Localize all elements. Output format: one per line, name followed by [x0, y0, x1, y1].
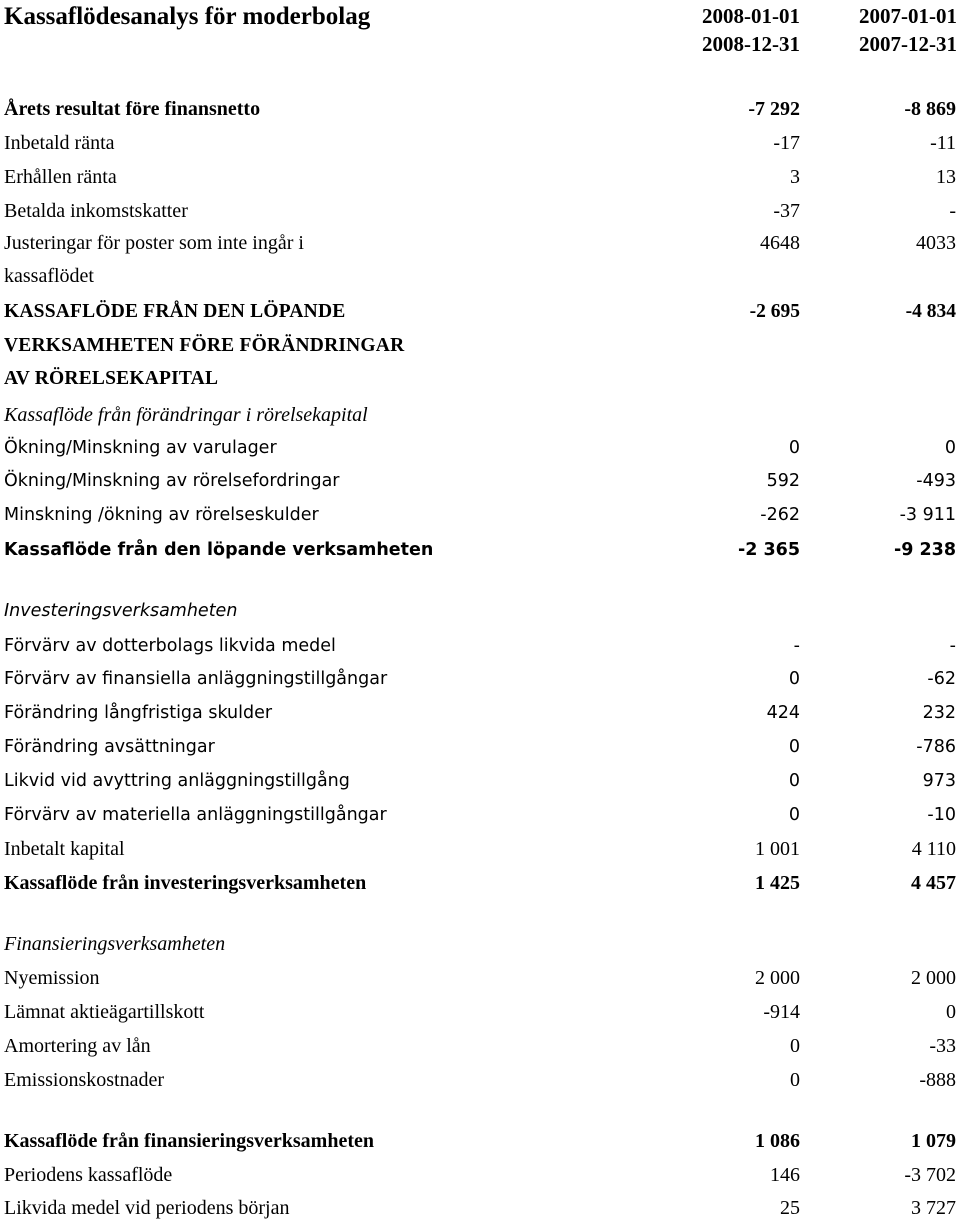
period-2008-header — [630, 2, 800, 58]
row-value-2008: -914 — [763, 1001, 800, 1023]
row-issue-costs — [0, 1065, 960, 1095]
row-inventory-change — [0, 433, 960, 463]
row-value-2008: 3 — [790, 166, 800, 188]
row-label: Periodens kassaflöde — [4, 1164, 173, 1186]
row-new-share-issue — [0, 963, 960, 993]
row-value-2007: -3 702 — [904, 1164, 956, 1186]
row-value-2008: 0 — [788, 669, 800, 689]
row-result-before-financial-net — [0, 94, 960, 124]
row-value-2008: 0 — [790, 1069, 800, 1091]
row-label: Nyemission — [4, 967, 100, 989]
row-receivables-change — [0, 466, 960, 496]
row-label: Kassaflöde från finansieringsverksamheten — [4, 1130, 374, 1152]
row-value-2008: 0 — [788, 737, 800, 757]
row-label: Lämnat aktieägartillskott — [4, 1001, 205, 1023]
row-value-2008: 0 — [788, 771, 800, 791]
row-value-2007: -3 911 — [899, 505, 956, 525]
row-income-taxes-paid — [0, 196, 960, 226]
row-financing-cash-flow-total — [0, 1126, 960, 1156]
row-value-2007: -33 — [929, 1035, 956, 1057]
row-label: Amortering av lån — [4, 1035, 151, 1057]
row-label: Förvärv av materiella anläggningstillgångar — [4, 805, 387, 825]
row-label: Minskning /ökning av rörelseskulder — [4, 505, 319, 525]
row-long-term-liabilities-change — [0, 698, 960, 728]
row-label: Inbetald ränta — [4, 132, 115, 154]
row-asset-disposal-proceeds — [0, 766, 960, 796]
row-label: Inbetalt kapital — [4, 838, 125, 860]
row-value-2008: -37 — [773, 200, 800, 222]
row-value-2008: 0 — [788, 805, 800, 825]
section-heading: Kassaflöde från förändringar i rörelsekapital — [4, 404, 368, 426]
row-value-2007: -888 — [919, 1069, 956, 1091]
row-value-2007: -493 — [916, 471, 956, 491]
row-value-2007: 973 — [922, 771, 956, 791]
row-label-line: KASSAFLÖDE FRÅN DEN LÖPANDE — [4, 301, 346, 322]
row-shareholder-contribution — [0, 997, 960, 1027]
row-label: Förändring långfristiga skulder — [4, 703, 273, 723]
row-label-line: kassaflödet — [4, 265, 94, 287]
row-value-2007: 0 — [944, 438, 956, 458]
row-label: Årets resultat före finansnetto — [4, 98, 261, 120]
section-financing — [0, 929, 960, 959]
row-value-2008: 146 — [770, 1164, 800, 1186]
row-operating-cash-flow-total — [0, 535, 960, 565]
row-value-2008: -2 695 — [749, 301, 800, 322]
row-label: Ökning/Minskning av varulager — [4, 438, 277, 458]
row-value-2007: -62 — [927, 669, 956, 689]
row-value-2007: 3 727 — [911, 1197, 956, 1219]
row-value-2008: 0 — [790, 1035, 800, 1057]
row-label: Förvärv av dotterbolags likvida medel — [4, 636, 336, 656]
row-value-2007: 4033 — [916, 232, 956, 254]
row-cash-flow-before-working-capital — [0, 297, 960, 389]
row-value-2007: -786 — [916, 737, 956, 757]
row-label: Emissionskostnader — [4, 1069, 164, 1091]
row-value-2007: 13 — [936, 166, 956, 188]
row-value-2007: 232 — [922, 703, 956, 723]
row-liabilities-change — [0, 500, 960, 530]
row-investing-cash-flow-total — [0, 868, 960, 898]
row-value-2007: - — [949, 200, 956, 222]
row-adjustments — [0, 228, 960, 287]
row-value-2007: 0 — [946, 1001, 956, 1023]
row-label: Ökning/Minskning av rörelsefordringar — [4, 471, 340, 491]
row-value-2008: 1 086 — [755, 1130, 800, 1152]
row-value-2008: 592 — [766, 471, 800, 491]
row-cash-at-period-start — [0, 1193, 960, 1223]
row-value-2008: 1 001 — [755, 838, 800, 860]
section-heading: Investeringsverksamheten — [4, 601, 238, 621]
row-value-2007: -8 869 — [904, 98, 956, 120]
row-value-2007: -9 238 — [893, 540, 956, 560]
row-label-line: AV RÖRELSEKAPITAL — [4, 368, 219, 389]
row-value-2007: 2 000 — [911, 967, 956, 989]
period-2007-end: 2007-12-31 — [859, 32, 957, 56]
page-title: Kassaflödesanalys för moderbolag — [4, 3, 371, 30]
period-2008-start: 2008-01-01 — [702, 4, 800, 28]
row-label: Kassaflöde från investeringsverksamheten — [4, 872, 367, 894]
section-investing — [0, 596, 960, 626]
row-value-2007: 4 110 — [911, 838, 956, 860]
row-label — [4, 297, 404, 394]
row-value-2007: 1 079 — [911, 1130, 956, 1152]
row-interest-received — [0, 162, 960, 192]
row-label: Likvida medel vid periodens början — [4, 1197, 290, 1219]
row-value-2008: 1 425 — [755, 872, 800, 894]
row-loan-amortization — [0, 1031, 960, 1061]
row-period-cash-flow — [0, 1160, 960, 1190]
row-value-2007: -10 — [927, 805, 956, 825]
row-subsidiary-cash-acquisition — [0, 631, 960, 661]
period-2007-start: 2007-01-01 — [859, 4, 957, 28]
period-2007-header — [787, 2, 957, 58]
row-value-2007: 4 457 — [911, 872, 956, 894]
statement-header — [0, 0, 960, 60]
row-capital-paid-in — [0, 834, 960, 864]
row-label — [4, 228, 304, 291]
row-label: Förändring avsättningar — [4, 737, 215, 757]
section-working-capital-changes — [0, 400, 960, 430]
row-tangible-assets-acquisition — [0, 800, 960, 830]
row-value-2008: 4648 — [760, 232, 800, 254]
row-provisions-change — [0, 732, 960, 762]
row-value-2007: - — [949, 636, 956, 656]
row-financial-assets-acquisition — [0, 664, 960, 694]
row-value-2008: - — [793, 636, 800, 656]
period-2008-end: 2008-12-31 — [702, 32, 800, 56]
row-label-line: VERKSAMHETEN FÖRE FÖRÄNDRINGAR — [4, 335, 405, 356]
section-heading: Finansieringsverksamheten — [4, 933, 226, 955]
row-value-2007: -11 — [930, 132, 956, 154]
row-label: Betalda inkomstskatter — [4, 200, 188, 222]
row-value-2008: 25 — [780, 1197, 800, 1219]
row-label-line: Justeringar för poster som inte ingår i — [4, 232, 304, 254]
row-label: Erhållen ränta — [4, 166, 117, 188]
row-value-2008: -17 — [773, 132, 800, 154]
row-label: Förvärv av finansiella anläggningstillgångar — [4, 669, 388, 689]
row-value-2008: 2 000 — [755, 967, 800, 989]
row-value-2008: -2 365 — [737, 540, 800, 560]
row-label: Likvid vid avyttring anläggningstillgång — [4, 771, 350, 791]
row-value-2008: 0 — [788, 438, 800, 458]
row-label: Kassaflöde från den löpande verksamheten — [4, 540, 434, 560]
row-value-2008: 424 — [766, 703, 800, 723]
row-value-2007: -4 834 — [905, 301, 956, 322]
row-value-2008: -7 292 — [748, 98, 800, 120]
row-interest-paid — [0, 128, 960, 158]
row-value-2008: -262 — [760, 505, 800, 525]
